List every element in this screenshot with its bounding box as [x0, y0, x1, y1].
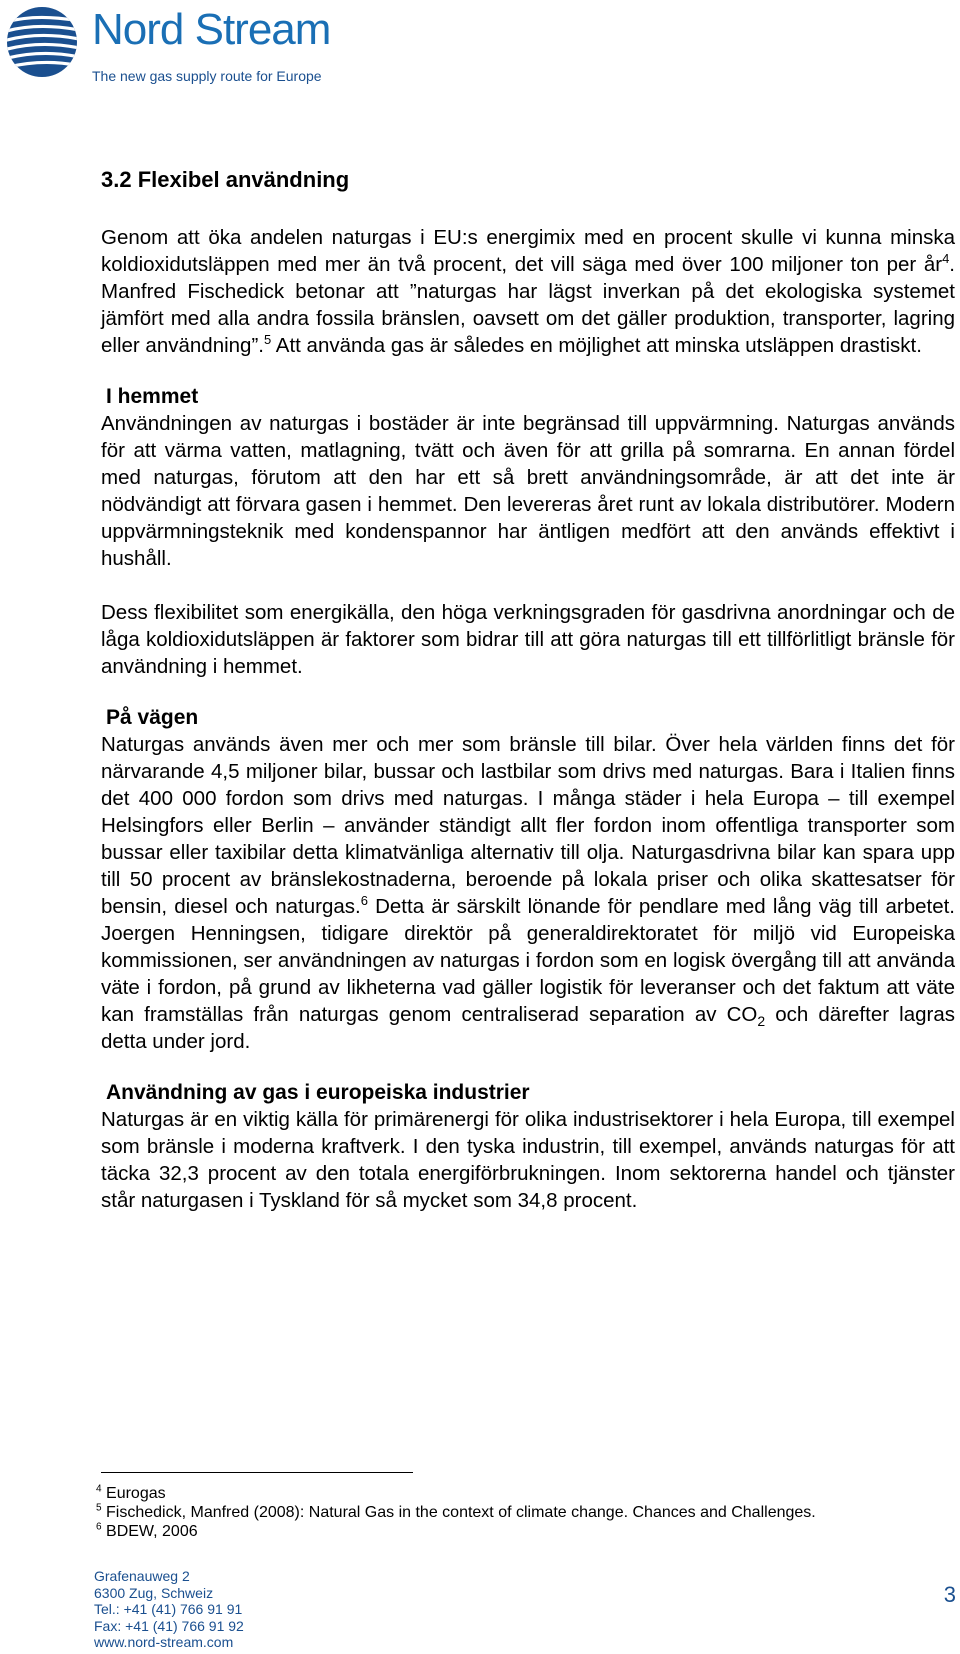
- section-title: 3.2 Flexibel användning: [101, 167, 350, 192]
- road-paragraph: [101, 731, 955, 1055]
- footnote-ref-6: 6: [360, 893, 368, 909]
- intro-text-c: Att använda gas är således en möjlighet att minska utsläppen drastiskt.: [271, 334, 922, 357]
- page-content: [101, 166, 955, 1214]
- footnote-text: Fischedick, Manfred (2008): Natural Gas in the context of climate change. Chances and Challenges.: [106, 1504, 816, 1521]
- heading-home: I hemmet: [106, 385, 199, 408]
- intro-text-a: Genom att öka andelen naturgas i EU:s energimix med en procent skulle vi kunna minska koldioxidutsläppen med mer än två procent, det vill säga med över 100 miljoner ton per år: [101, 226, 955, 276]
- footnote: [96, 1522, 816, 1541]
- address-fax: Fax: +41 (41) 766 91 92: [94, 1617, 244, 1634]
- co2-subscript: 2: [757, 1013, 766, 1030]
- intro-paragraph: [101, 224, 955, 359]
- road-text-b: Detta är särskilt lönande för pendlare med lång väg till arbetet. Joergen Henningsen, tidigare direktör på generaldirektoratet för miljö vid Europeiska kommissionen, ser användningen av naturgas i fordon som en logisk övergång till att använda väte i fordon, på grund av likheterna vad gäller logistik för leveranser och det faktum att väte kan framställas från naturgas genom centraliserad separation av CO: [101, 895, 956, 1026]
- footnote: [96, 1484, 816, 1503]
- footnote-number: 4: [96, 1483, 102, 1495]
- footnote-number: 6: [96, 1521, 102, 1533]
- footnote-divider: [101, 1472, 413, 1473]
- footnote-ref-5: 5: [263, 332, 272, 348]
- home-paragraph-1: Användningen av naturgas i bostäder är inte begränsad till uppvärmning. Naturgas används för att värma vatten, matlagning, tvätt och även för att grilla på somrarna. En annan fördel med naturgas, förutom att den har ett så brett användningsområde, är att det inte är nödvändigt att förvara gasen i hemmet. Den levereras året runt av lokala distributörer. Modern uppvärmningsteknik med kondenspannor har äntligen medfört att den används effektivt i hushåll.: [101, 412, 955, 570]
- heading-road: På vägen: [106, 706, 199, 729]
- address-street: Grafenauweg 2: [94, 1568, 190, 1584]
- nord-stream-logo: [4, 4, 330, 84]
- brand-tagline: The new gas supply route for Europe: [92, 68, 322, 84]
- intro-text-b: . Manfred Fischedick betonar att ”naturgas har lägst inverkan på det ekologiska systemet jämfört med alla andra fossila bränslen, oavsett om det gäller produktion, transporter, lagring eller användning”.: [101, 253, 955, 357]
- footnote-ref-4: 4: [942, 251, 950, 267]
- address-web: www.nord-stream.com: [94, 1634, 234, 1650]
- brand-name: Nord Stream: [92, 5, 331, 54]
- address-city: 6300 Zug, Schweiz: [94, 1584, 214, 1601]
- page-number: 3: [943, 1582, 956, 1607]
- road-text-c: och därefter lagras detta under jord.: [101, 1003, 955, 1053]
- footnote-text: BDEW, 2006: [106, 1523, 198, 1540]
- globe-icon: [4, 4, 80, 80]
- footnote-number: 5: [96, 1502, 102, 1514]
- address-tel: Tel.: +41 (41) 766 91 91: [94, 1601, 243, 1617]
- company-address: [94, 1568, 244, 1651]
- industry-paragraph: Naturgas är en viktig källa för primärenergi för olika industrisektorer i hela Europa, till exempel som bränsle i moderna kraftverk. I den tyska industrin, till exempel, används naturgas för att täcka 32,3 procent av den totala energiförbrukningen. Inom sektorerna handel och tjänster står naturgasen i Tyskland för så mycket som 34,8 procent.: [101, 1108, 955, 1212]
- footnote: [96, 1503, 816, 1522]
- home-paragraph-2: Dess flexibilitet som energikälla, den höga verkningsgraden för gasdrivna anordningar och de låga koldioxidutsläppen är faktorer som bidrar till att göra naturgas till ett tillförlitligt bränsle för användning i hemmet.: [101, 601, 955, 678]
- footnotes: [96, 1484, 816, 1541]
- road-text-a: Naturgas används även mer och mer som bränsle till bilar. Över hela världen finns det för närvarande 4,5 miljoner bilar, bussar och lastbilar som drivs med naturgas. Bara i Italien finns det 400 000 fordon som drivs med naturgas. I många städer i hela Europa – till exempel Helsingfors eller Berlin – använder ständigt allt fler fordon inom offentliga transporter som bussar eller taxibilar detta klimatvänliga alternativ till olja. Naturgasdrivna bilar kan spara upp till 50 procent av bränslekostnaderna, beroende på lokala priser och olika skattesatser för bensin, diesel och naturgas.: [101, 733, 955, 918]
- footnote-text: Eurogas: [106, 1485, 166, 1502]
- heading-industry: Användning av gas i europeiska industrier: [106, 1081, 530, 1104]
